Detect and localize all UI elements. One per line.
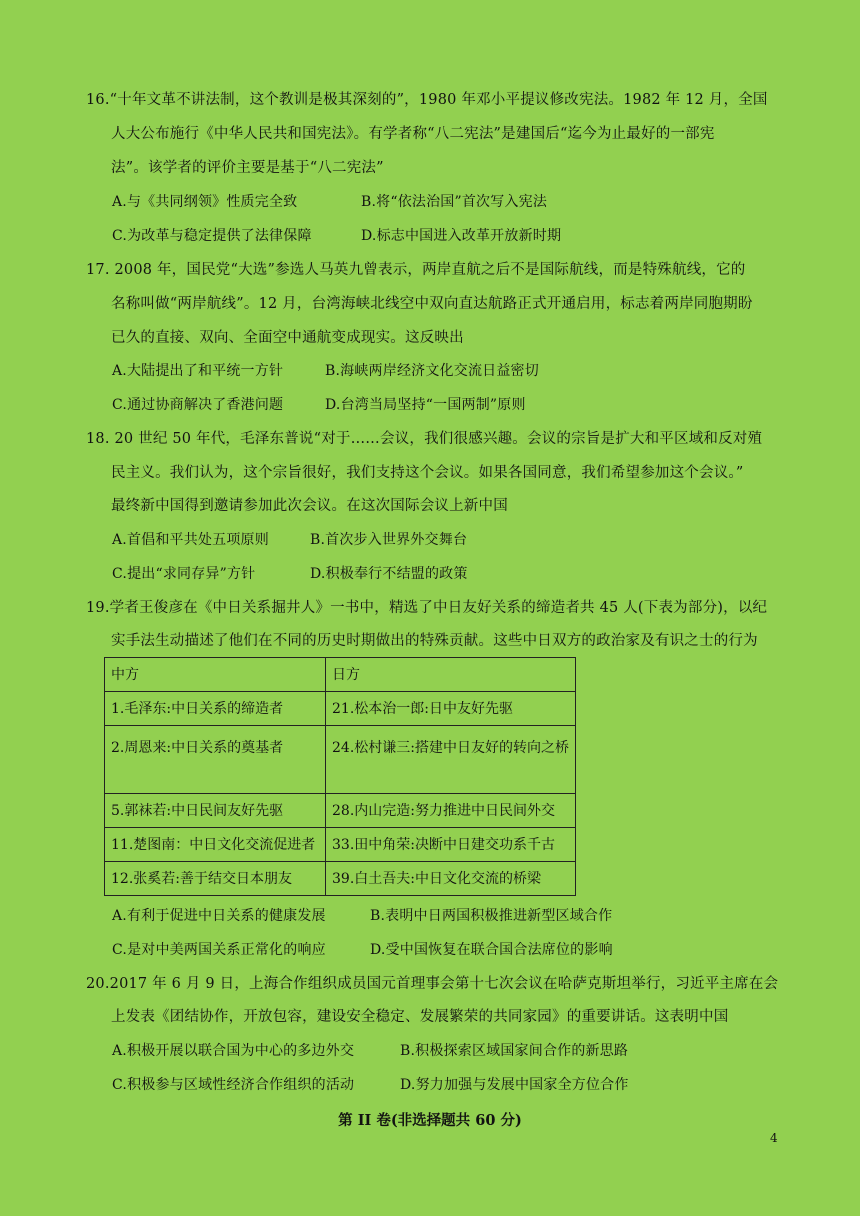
- table-cell: 21.松本治一郎:日中友好先驱: [326, 692, 576, 726]
- table-cell: 1.毛泽东:中日关系的缔造者: [105, 692, 326, 726]
- table-row: [105, 862, 576, 896]
- q19-option-c: C.是对中美两国关系正常化的响应: [112, 942, 326, 958]
- table-cell: 39.白土吾夫:中日文化交流的桥梁: [326, 862, 576, 896]
- q20-stem-line-1: 20.2017 年 6 月 9 日，上海合作组织成员国元首理事会第十七次会议在哈萨克斯坦举行，习近平主席在会: [86, 976, 779, 992]
- q17-stem-line-2: 名称叫做“两岸航线”。12 月，台湾海峡北线空中双向直达航路正式开通启用，标志着两岸同胞期盼: [111, 296, 753, 312]
- q17-option-b: B.海峡两岸经济文化交流日益密切: [325, 363, 539, 379]
- table-header-japanese: 日方: [326, 658, 576, 692]
- q16-stem-line-3: 法”。该学者的评价主要是基于“八二宪法”: [111, 160, 384, 176]
- q19-option-b: B.表明中日两国积极推进新型区域合作: [370, 908, 613, 924]
- q17-option-d: D.台湾当局坚持“一国两制”原则: [325, 397, 526, 413]
- table-cell: 24.松村谦三:搭建中日友好的转向之桥: [326, 726, 576, 794]
- q16-stem-line-2: 人大公布施行《中华人民共和国宪法》。有学者称“八二宪法”是建国后“迄今为止最好的一部宪: [111, 126, 715, 142]
- page-number: 4: [770, 1131, 778, 1145]
- q19-stem-line-1: 19.学者王俊彦在《中日关系掘井人》一书中，精选了中日友好关系的缔造者共 45 人(下表为部分)，以纪: [86, 600, 768, 616]
- table-cell: 12.张奚若:善于结交日本朋友: [105, 862, 326, 896]
- q18-option-c: C.提出“求同存异”方针: [112, 566, 256, 582]
- q20-option-d: D.努力加强与发展中国家全方位合作: [400, 1077, 629, 1093]
- section-title: 第 II 卷(非选择题共 60 分): [338, 1112, 522, 1129]
- q18-stem-line-1: 18. 20 世纪 50 年代，毛泽东普说“对于……会议，我们很感兴趣。会议的宗旨是扩大和平区域和反对殖: [86, 431, 763, 447]
- table-row: [105, 726, 576, 794]
- q20-option-a: A.积极开展以联合国为中心的多边外交: [112, 1043, 355, 1059]
- q20-stem-line-2: 上发表《团结协作，开放包容，建设安全稳定、发展繁荣的共同家园》的重要讲话。这表明中国: [111, 1009, 729, 1025]
- table-row: [105, 828, 576, 862]
- table-cell: 11.楚图南：中日文化交流促进者: [105, 828, 326, 862]
- q18-option-b: B.首次步入世界外交舞台: [310, 532, 468, 548]
- q17-option-c: C.通过协商解决了香港问题: [112, 397, 284, 413]
- q16-stem-line-1: 16.“十年文革不讲法制，这个教训是极其深刻的”，1980 年邓小平提议修改宪法。1982 年 12 月，全国: [86, 92, 768, 108]
- contributors-table: [104, 657, 576, 896]
- q18-stem-line-2: 民主义。我们认为，这个宗旨很好，我们支持这个会议。如果各国同意，我们希望参加这个会议。”: [111, 465, 744, 481]
- q20-option-c: C.积极参与区域性经济合作组织的活动: [112, 1077, 355, 1093]
- q17-option-a: A.大陆提出了和平统一方针: [112, 363, 284, 379]
- q17-stem-line-3: 已久的直接、双向、全面空中通航变成现实。这反映出: [111, 330, 464, 346]
- q18-stem-line-3: 最终新中国得到邀请参加此次会议。在这次国际会议上新中国: [111, 498, 508, 514]
- q18-option-d: D.积极奉行不结盟的政策: [310, 566, 468, 582]
- table-row: [105, 794, 576, 828]
- q19-stem-line-2: 实手法生动描述了他们在不同的历史时期做出的特殊贡献。这些中日双方的政治家及有识之士的行为: [111, 633, 758, 649]
- table-cell: 5.郭袜若:中日民间友好先驱: [105, 794, 326, 828]
- table-header-row: [105, 658, 576, 692]
- table-cell: 28.内山完造:努力推进中日民间外交: [326, 794, 576, 828]
- q16-option-c: C.为改革与稳定提供了法律保障: [112, 228, 312, 244]
- q19-option-a: A.有利于促进中日关系的健康发展: [112, 908, 326, 924]
- q17-stem-line-1: 17. 2008 年，国民党“大选”参选人马英九曾表示，两岸直航之后不是国际航线，而是特殊航线，它的: [86, 262, 746, 278]
- q18-option-a: A.首倡和平共处五项原则: [112, 532, 269, 548]
- table-header-chinese: 中方: [105, 658, 326, 692]
- q20-option-b: B.积极探索区域国家间合作的新思路: [400, 1043, 629, 1059]
- q16-option-b: B.将“依法治国”首次写入宪法: [361, 194, 548, 210]
- q19-option-d: D.受中国恢复在联合国合法席位的影响: [370, 942, 613, 958]
- q16-option-d: D.标志中国进入改革开放新时期: [361, 228, 562, 244]
- table-cell: 33.田中角荣:决断中日建交功系千古: [326, 828, 576, 862]
- q16-option-a: A.与《共同纲领》性质完全致: [112, 194, 298, 210]
- table-cell: 2.周恩来:中日关系的奠基者: [105, 726, 326, 794]
- table-row: [105, 692, 576, 726]
